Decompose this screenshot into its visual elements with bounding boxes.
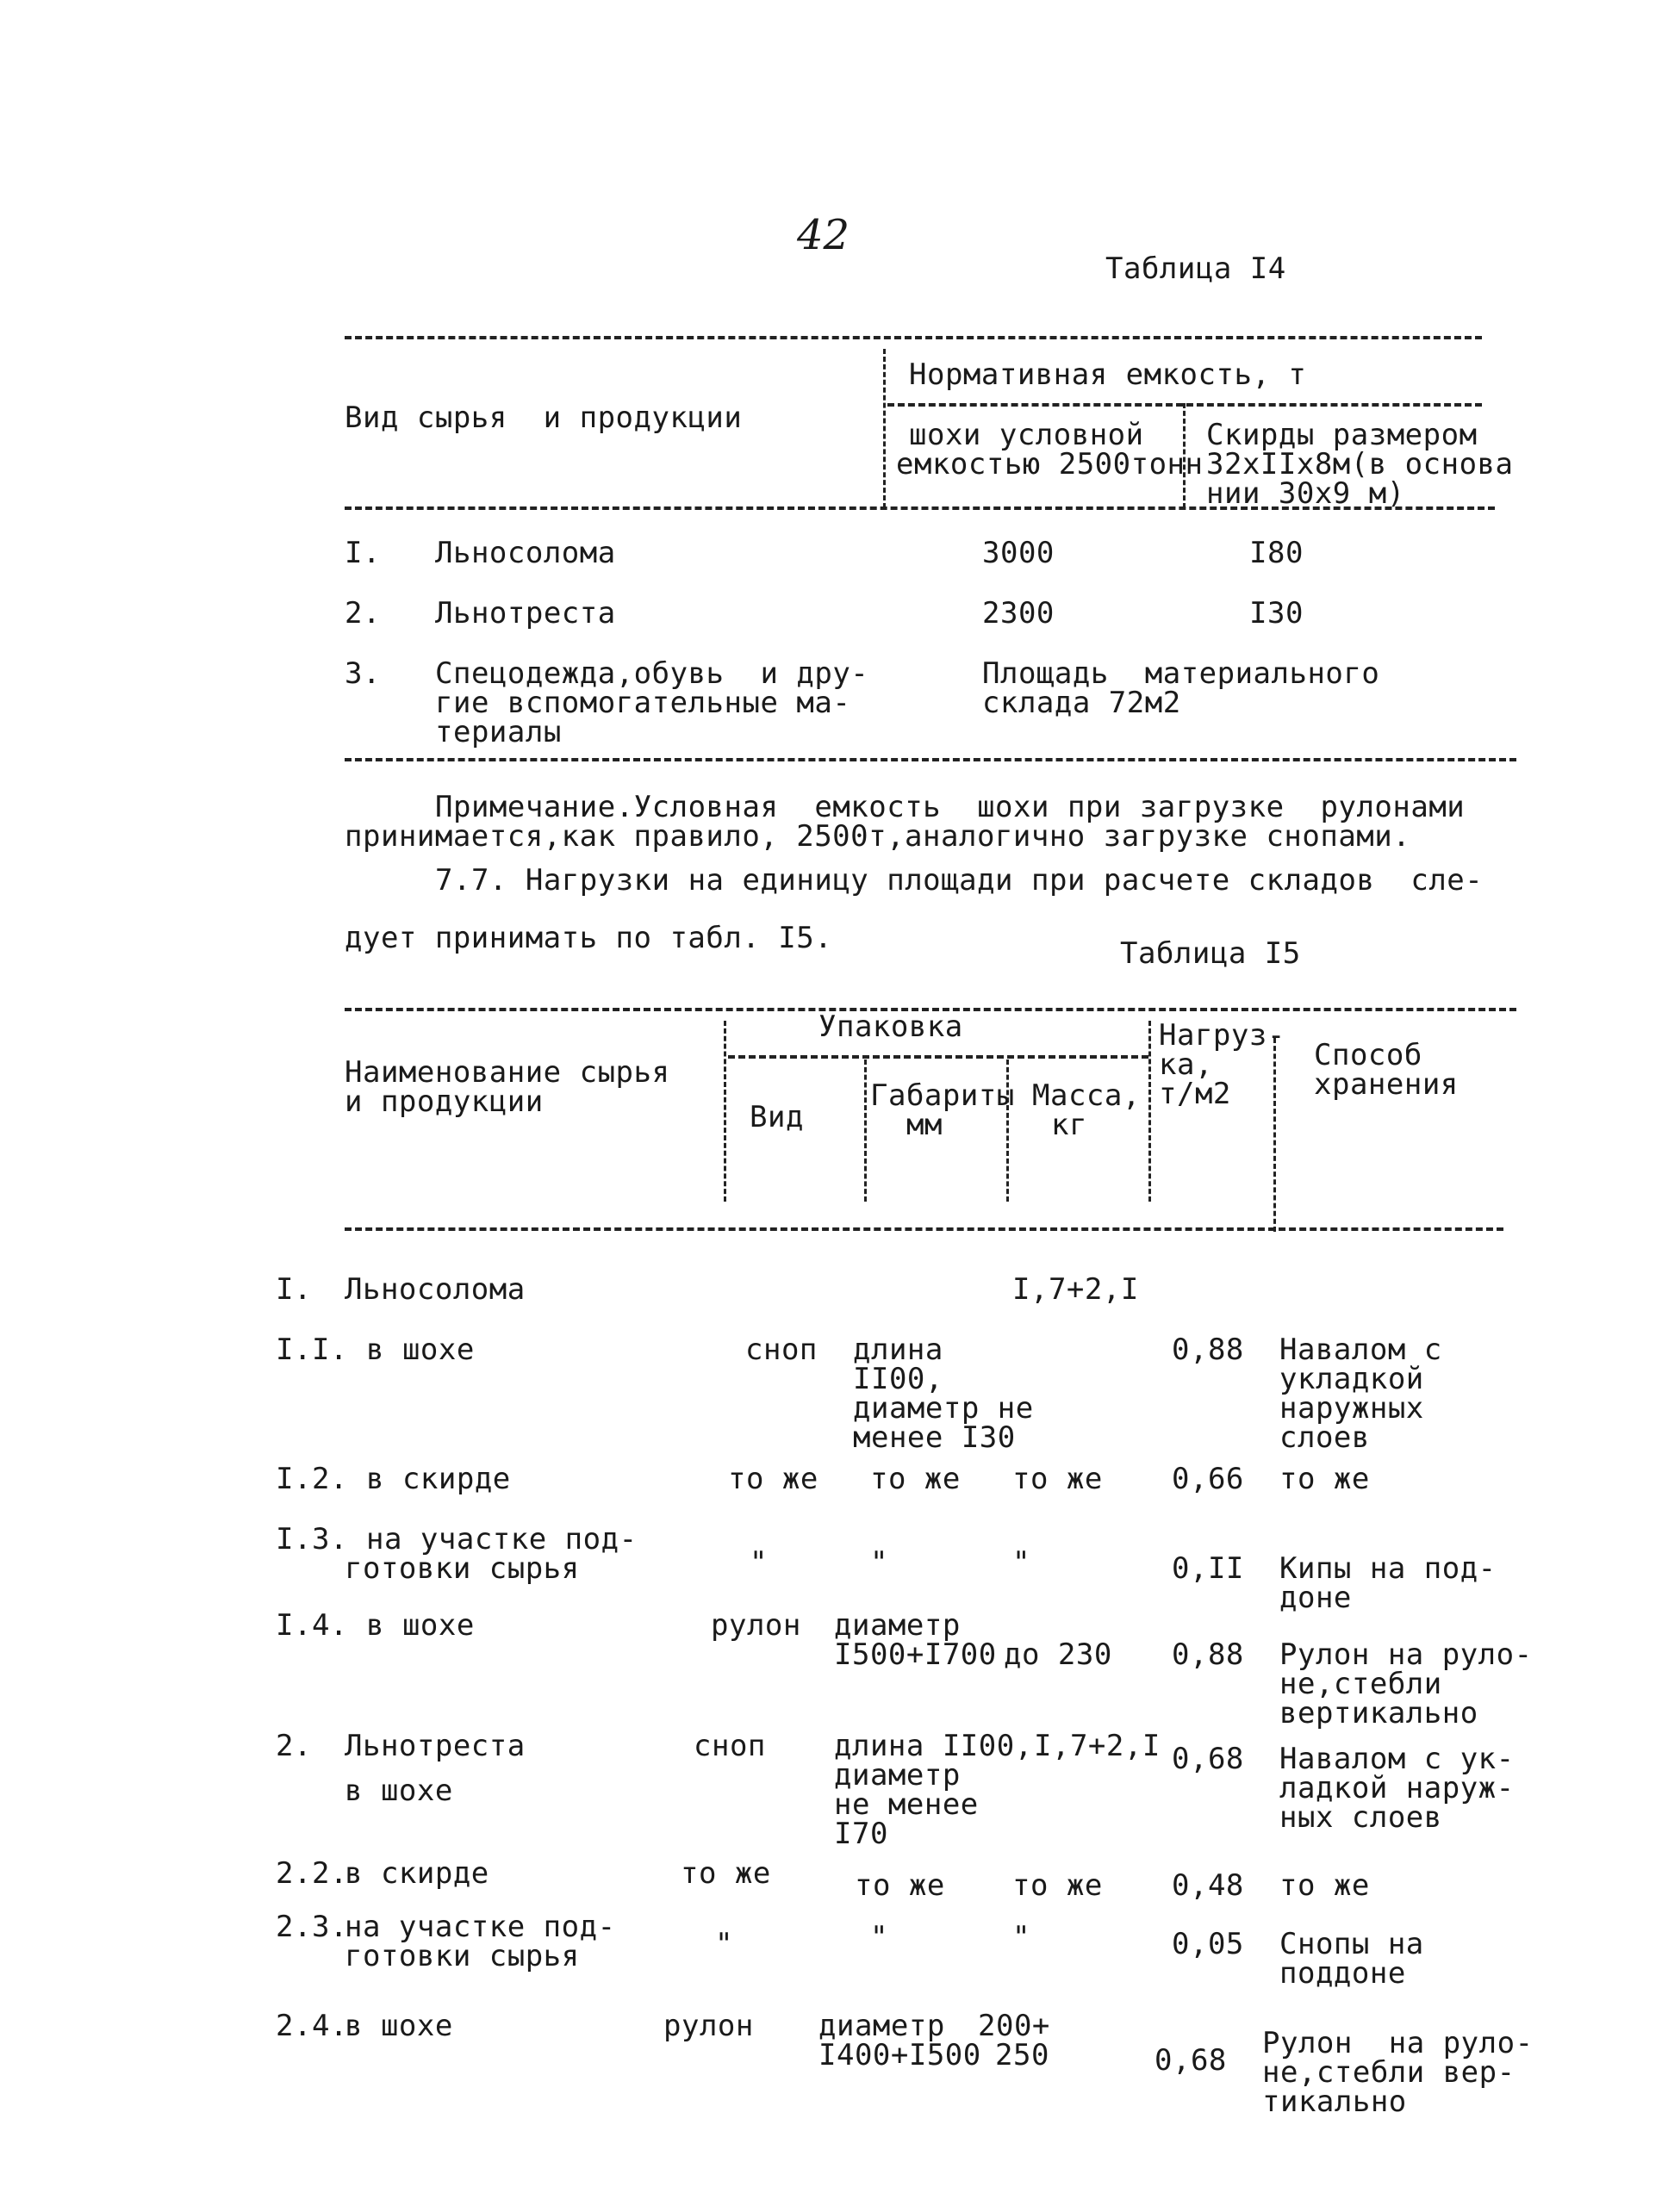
t15-r23-m-l2: поддоне [1279,1956,1406,1991]
table15-vrule-1 [724,1021,726,1202]
t15-r24-m-l1: Рулон на руло- [1262,2026,1534,2060]
table15-head-gab-l1: Габариты [870,1078,1015,1113]
table14-row3-v-l1: Площадь материального [982,656,1380,691]
t15-r13-gab: " [870,1545,888,1580]
table14-row3-name-l2: гие вспомогательные ма- [435,686,851,720]
t15-r24-m-l2: не,стебли вер- [1262,2055,1516,2090]
table14-row2-name: Льнотреста [435,596,616,631]
t15-r12-mass: то же [1012,1462,1103,1496]
table14-row1-v1: 3000 [982,536,1055,570]
table15-head-gab-l2: мм [906,1108,943,1142]
t15-r24-gab-l1: диаметр [818,2009,945,2043]
table15-head-mass-l1: Масса, [1032,1078,1141,1113]
table14-head-col2-l1: шохи условной [909,418,1144,452]
table15-vrule-5 [1273,1038,1276,1232]
table14-row1-v2: I80 [1249,536,1304,570]
table14-row2-num: 2. [345,596,381,631]
t15-r14-m-l1: Рулон на руло- [1279,1637,1533,1672]
t15-r13-num: I.3. [276,1522,348,1556]
t15-r11-num: I.I. [276,1333,348,1367]
t15-r22-mass: то же [1012,1868,1103,1903]
table14-row3-num: 3. [345,656,381,691]
table14-head-col3-l1: Скирды размером [1206,418,1478,452]
t15-r14-name: в шохе [366,1608,475,1643]
t15-r14-load: 0,88 [1172,1637,1244,1672]
t15-r11-load: 0,88 [1172,1333,1244,1367]
t15-r23-mass: " [1012,1920,1030,1954]
table14-top-rule [345,336,1482,339]
t15-r23-m-l1: Снопы на [1279,1927,1424,1961]
table15-head-name-l1: Наименование сырья [345,1055,670,1090]
table15-head-pack: Упаковка [818,1010,963,1044]
table14-row3-name-l1: Спецодежда,обувь и дру- [435,656,869,691]
table14-head-rule [345,506,1495,510]
page-number: 42 [797,211,850,259]
table14-bottom-rule [345,758,1516,761]
t15-r1-num: I. [276,1272,312,1307]
t15-r2-m-l1: Навалом с ук- [1279,1742,1515,1776]
t15-r12-method: то же [1279,1462,1370,1496]
table14-group-rule [887,403,1482,407]
t15-r2-gab-l4: I70 [834,1817,888,1851]
table14-row3-v-l2: склада 72м2 [982,686,1181,720]
note-line1: Примечание.Условная емкость шохи при загрузке рулонами [435,790,1466,824]
t15-r22-method: то же [1279,1868,1370,1903]
t15-r11-gab-l4: менее I30 [853,1420,1016,1455]
table15-vrule-4 [1148,1021,1151,1202]
t15-r24-vid: рулон [663,2009,754,2043]
table14-head-group: Нормативная емкость, т [909,357,1307,392]
t15-r2-m-l2: ладкой наруж- [1279,1771,1515,1805]
t15-r11-m-l2: укладкой [1279,1362,1424,1396]
table14-head-col2-l2: емкостью 2500тонн [896,447,1204,482]
t15-r13-m-l2: доне [1279,1581,1352,1615]
t15-r13-load: 0,II [1172,1551,1244,1586]
t15-r11-name: в шохе [366,1333,475,1367]
t15-r23-gab: " [870,1920,888,1954]
table14-head-col1: Вид сырья и продукции [345,401,743,435]
t15-r13-vid: " [750,1545,768,1580]
t15-r2-extra: I,7+2,I [1034,1729,1161,1763]
table14-vrule [883,349,886,508]
table14-row2-v2: I30 [1249,596,1304,631]
t15-r11-m-l1: Навалом с [1279,1333,1442,1367]
t15-r14-gab-l2: I500+I700 [834,1637,997,1672]
t15-r22-gab: то же [855,1868,945,1903]
table14-head-col3-l3: нии 30х9 м) [1206,476,1405,511]
table15-vrule-2 [864,1059,867,1202]
t15-r23-name-l1: на участке под- [345,1910,616,1944]
t15-r11-m-l4: слоев [1279,1420,1370,1455]
table15-head-mass-l2: кг [1051,1108,1087,1142]
t15-r2-name-l1: Льнотреста [345,1729,526,1763]
table15-head-rule [345,1227,1503,1231]
t15-r14-gab-l1: диаметр [834,1608,961,1643]
t15-r2-gab-l2: диаметр [834,1758,961,1793]
t15-r13-m-l1: Кипы на под- [1279,1551,1497,1586]
t15-r24-load: 0,68 [1155,2043,1227,2078]
table15-head-load-l3: т/м2 [1159,1077,1231,1111]
t15-r13-name-l2: готовки сырья [345,1551,580,1586]
t15-r12-vid: то же [728,1462,818,1496]
t15-r24-name: в шохе [345,2009,453,2043]
t15-r11-m-l3: наружных [1279,1391,1424,1426]
t15-r2-name-l2: в шохе [345,1774,453,1808]
t15-r24-m-l3: тикально [1262,2085,1407,2119]
t15-r22-num: 2.2. [276,1856,348,1891]
t15-r13-mass: " [1012,1545,1030,1580]
t15-r2-load: 0,68 [1172,1742,1244,1776]
table14-row3-name-l3: териалы [435,715,562,749]
t15-r1-load: I,7+2,I [1012,1272,1139,1307]
table15-pack-rule [728,1055,1148,1059]
t15-r24-gab-l2: I400+I500 [818,2038,981,2072]
table15-head-load-l2: ка, [1159,1047,1213,1082]
table14-row1-num: I. [345,536,381,570]
t15-r11-gab-l1: длина [853,1333,943,1367]
para-line2: дует принимать по табл. I5. [345,921,833,955]
t15-r22-load: 0,48 [1172,1868,1244,1903]
t15-r23-name-l2: готовки сырья [345,1939,580,1973]
t15-r24-num: 2.4. [276,2009,348,2043]
t15-r12-num: I.2. [276,1462,348,1496]
t15-r2-gab-l3: не менее [834,1787,979,1822]
t15-r2-gab-l1: длина II00, [834,1729,1033,1763]
t15-r14-vid: рулон [711,1608,801,1643]
t15-r12-load: 0,66 [1172,1462,1244,1496]
table14-caption: Таблица I4 [1105,252,1286,286]
t15-r11-gab-l2: II00, [853,1362,943,1396]
t15-r12-gab: то же [870,1462,961,1496]
t15-r22-name: в скирде [345,1856,489,1891]
table15-head-load-l1: Нагруз- [1159,1018,1285,1053]
t15-r1-name: Льносолома [345,1272,526,1307]
t15-r23-num: 2.3. [276,1910,348,1944]
t15-r2-num: 2. [276,1729,312,1763]
para-line1: 7.7. Нагрузки на единицу площади при расчете складов сле- [435,863,1484,898]
t15-r24-mass-l1: 200+ [978,2009,1050,2043]
t15-r13-name-l1: на участке под- [366,1522,638,1556]
t15-r24-mass-l2: 250 [995,2038,1049,2072]
t15-r23-vid: " [715,1927,733,1961]
table14-row2-v1: 2300 [982,596,1055,631]
table15-head-vid: Вид [750,1100,804,1134]
table15-caption: Таблица I5 [1120,936,1301,971]
t15-r23-load: 0,05 [1172,1927,1244,1961]
t15-r11-vid: сноп [745,1333,818,1367]
t15-r12-name: в скирде [366,1462,511,1496]
note-line2: принимается,как правило, 2500т,аналогично загрузке снопами. [345,819,1411,854]
t15-r2-m-l3: ных слоев [1279,1800,1442,1835]
table14-row1-name: Льносолома [435,536,616,570]
table14-head-col3-l2: 32хIIх8м(в основа [1206,447,1514,482]
t15-r14-num: I.4. [276,1608,348,1643]
t15-r14-mass: до 230 [1004,1637,1112,1672]
t15-r11-gab-l3: диаметр не [853,1391,1034,1426]
table15-head-method-l2: хранения [1314,1067,1459,1102]
table15-head-name-l2: и продукции [345,1084,544,1119]
table15-head-method-l1: Способ [1314,1038,1422,1072]
t15-r22-vid: то же [681,1856,771,1891]
t15-r14-m-l2: не,стебли [1279,1667,1442,1701]
t15-r2-vid: сноп [694,1729,766,1763]
t15-r14-m-l3: вертикально [1279,1696,1478,1730]
